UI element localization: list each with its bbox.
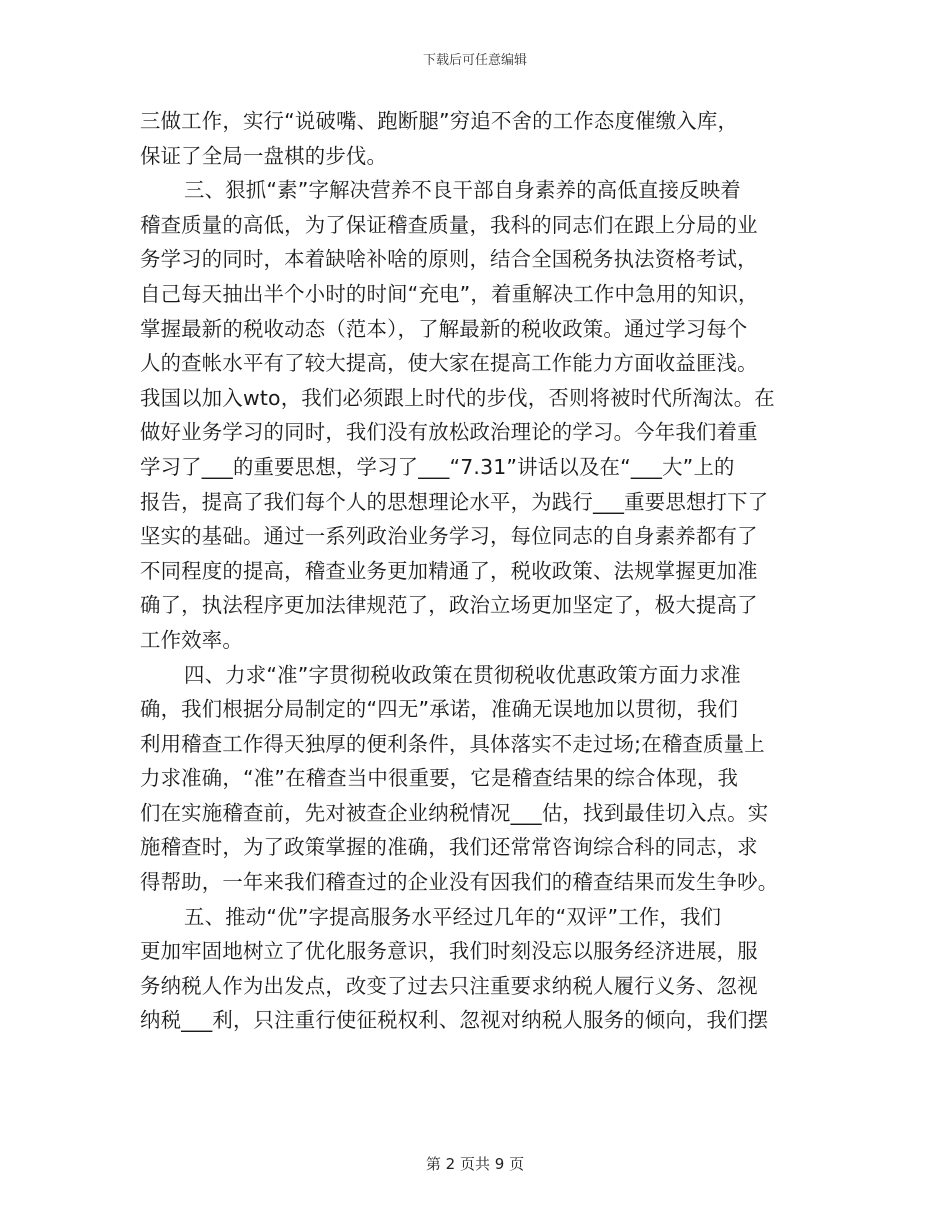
text-line: 确，我们根据分局制定的“四无”承诺，准确无误地加以贯彻，我们 bbox=[140, 697, 739, 722]
section-heading-line: 四、力求“准”字贯彻税收政策在贯彻税收优惠政策方面力求准 bbox=[184, 662, 741, 687]
text-line: 更加牢固地树立了优化服务意识，我们时刻没忘以服务经济进展，服 bbox=[140, 939, 758, 964]
page-footer: 第 2 页共 9 页 bbox=[425, 1155, 525, 1173]
text-line: 保证了全局一盘棋的步伐。 bbox=[140, 143, 388, 168]
text-line: 我国以加入wto，我们必须跟上时代的步伐，否则将被时代所淘汰。在 bbox=[140, 385, 775, 410]
text-line: 确了，执法程序更加法律规范了，政治立场更加坚定了，极大提高了 bbox=[140, 593, 758, 618]
text-line: 力求准确，“准”在稽查当中很重要，它是稽查结果的综合体现，我 bbox=[140, 766, 739, 791]
text-line: 报告，提高了我们每个人的思想理论水平，为践行___重要思想打下了 bbox=[140, 489, 769, 514]
text-line: 掌握最新的税收动态（范本），了解最新的税收政策。通过学习每个 bbox=[140, 316, 748, 341]
text-line: 三做工作，实行“说破嘴、跑断腿”穷追不舍的工作态度催缴入库， bbox=[140, 109, 739, 133]
text-line: 利用稽查工作得天独厚的便利条件，具体落实不走过场;在稽查质量上 bbox=[140, 731, 765, 756]
section-heading-line: 三、狠抓“素”字解决营养不良干部自身素养的高低直接反映着 bbox=[184, 178, 741, 203]
text-line: 人的查帐水平有了较大提高，使大家在提高工作能力方面收益匪浅。 bbox=[140, 351, 758, 376]
text-line: 们在实施稽查前，先对被查企业纳税情况___估，找到最佳切入点。实 bbox=[140, 800, 769, 825]
document-body bbox=[140, 104, 812, 1038]
text-line: 坚实的基础。通过一系列政治业务学习，每位同志的自身素养都有了 bbox=[140, 524, 758, 549]
text-line: 自己每天抽出半个小时的时间“充电”，着重解决工作中急用的知识， bbox=[140, 281, 759, 306]
text-line: 务纳税人作为出发点，改变了过去只注重要求纳税人履行义务、忽视 bbox=[140, 973, 758, 998]
text-line: 得帮助，一年来我们稽查过的企业没有因我们的稽查结果而发生争吵。 bbox=[140, 870, 779, 895]
text-line: 务学习的同时，本着缺啥补啥的原则，结合全国税务执法资格考试， bbox=[140, 247, 758, 272]
text-line: 工作效率。 bbox=[140, 627, 243, 652]
text-line: 不同程度的提高，稽查业务更加精通了，税收政策、法规掌握更加准 bbox=[140, 558, 758, 583]
text-line: 稽查质量的高低，为了保证稽查质量，我科的同志们在跟上分局的业 bbox=[140, 212, 758, 237]
text-line: 施稽查时，为了政策掌握的准确，我们还常常咨询综合科的同志，求 bbox=[140, 835, 758, 860]
text-line: 学习了___的重要思想，学习了___“7.31”讲话以及在“___大”上的 bbox=[140, 454, 735, 479]
text-line: 做好业务学习的同时，我们没有放松政治理论的学习。今年我们着重 bbox=[140, 420, 758, 445]
page-header: 下载后可任意编辑 bbox=[422, 53, 527, 68]
section-heading-line: 五、推动“优”字提高服务水平经过几年的“双评”工作，我们 bbox=[184, 904, 722, 929]
text-line: 纳税___利，只注重行使征税权利、忽视对纳税人服务的倾向，我们摆 bbox=[140, 1008, 769, 1033]
